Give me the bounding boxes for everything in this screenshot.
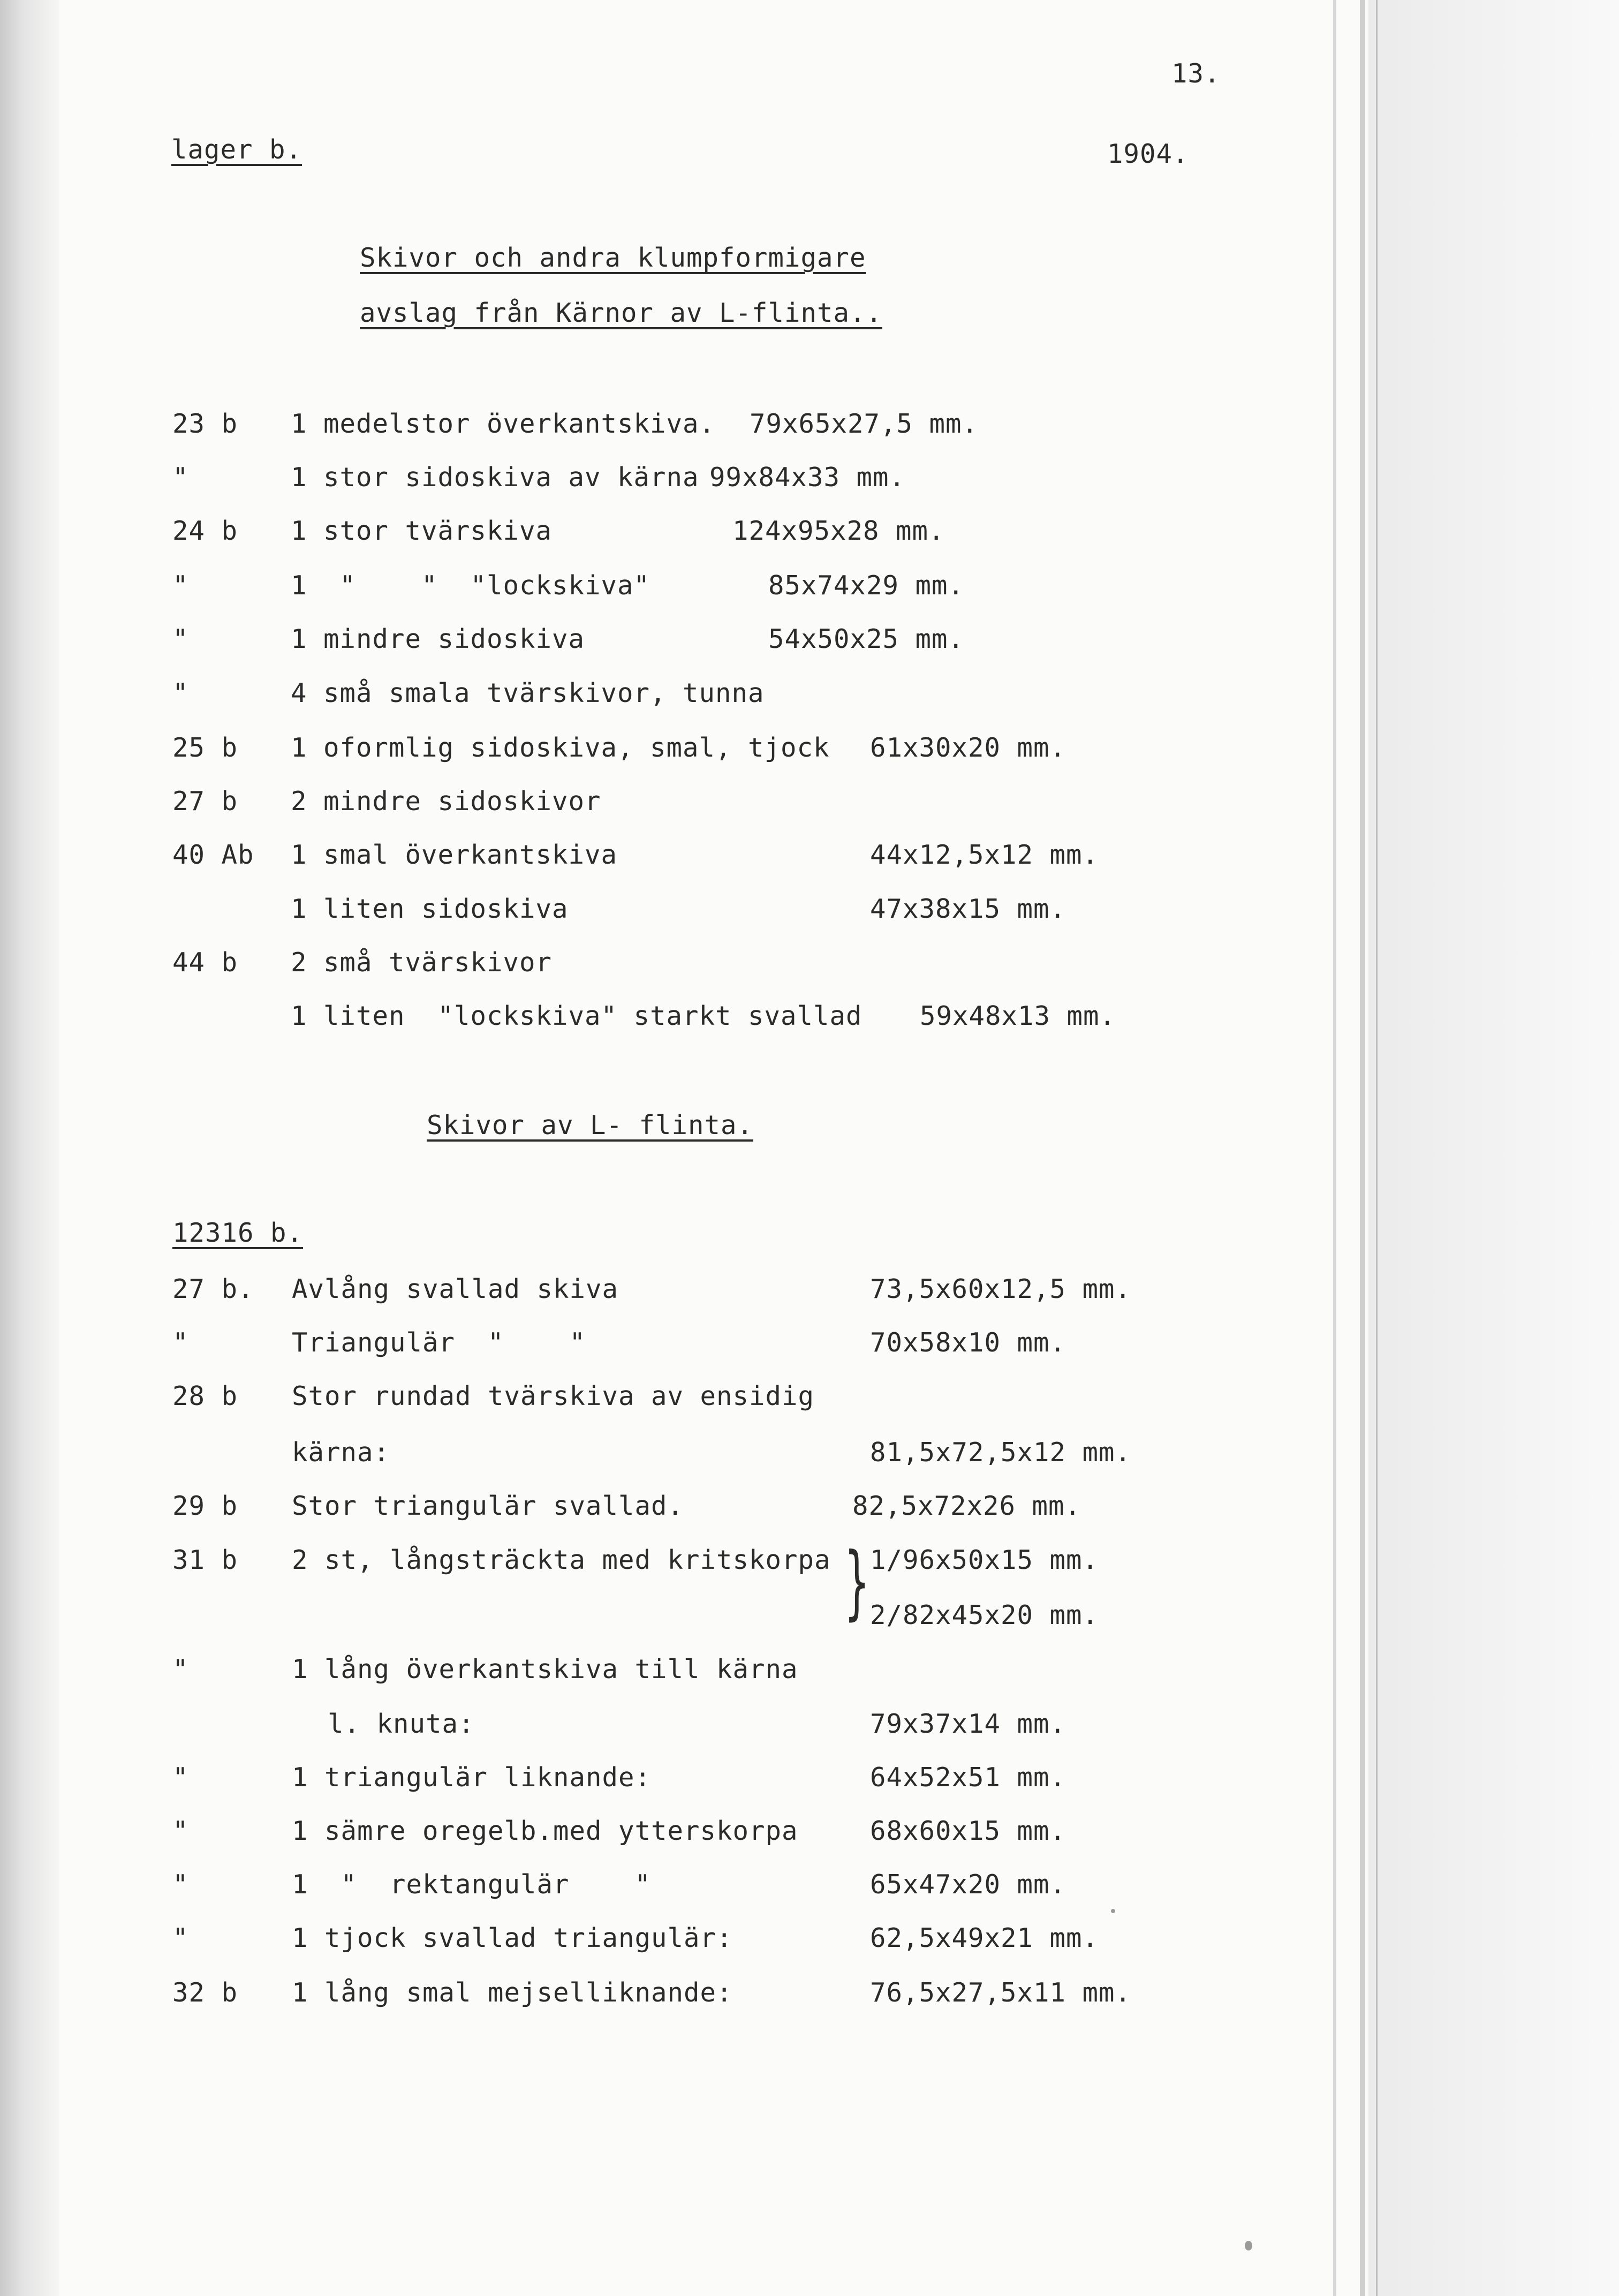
- row-desc: 2 st, långsträckta med kritskorpa: [292, 1545, 831, 1575]
- row-dims: 2/82x45x20 mm.: [870, 1600, 1099, 1630]
- row-dims: 81,5x72,5x12 mm.: [870, 1437, 1132, 1468]
- row-dims: 70x58x10 mm.: [870, 1327, 1066, 1358]
- scan-shadow-left: [0, 0, 59, 2296]
- paper-speck: [1245, 2241, 1252, 2250]
- row-desc: 1 medelstor överkantskiva.: [291, 409, 716, 439]
- row-id: ": [172, 462, 189, 493]
- row-dims: 99x84x33 mm.: [709, 462, 906, 493]
- row-id: ": [172, 1327, 189, 1358]
- section2-title: Skivor av L- flinta.: [427, 1110, 754, 1141]
- page-edge: [1368, 0, 1619, 2296]
- row-desc: 2 små tvärskivor: [291, 947, 553, 978]
- row-id: ": [172, 1762, 189, 1793]
- paper-speck: [1111, 1909, 1115, 1913]
- row-dims: 65x47x20 mm.: [870, 1869, 1066, 1900]
- page-number: 13.: [1171, 58, 1221, 89]
- row-desc: Triangulär " ": [292, 1327, 586, 1358]
- lager-label: lager b.: [171, 134, 302, 165]
- row-id: 44 b: [172, 947, 238, 978]
- row-desc: 1 lång överkantskiva till kärna: [292, 1654, 798, 1685]
- row-id: 28 b: [172, 1381, 238, 1411]
- row-dims: 124x95x28 mm.: [732, 516, 945, 546]
- row-desc: 1 liten sidoskiva: [291, 894, 569, 924]
- row-desc: 1 oformlig sidoskiva, smal, tjock: [291, 732, 830, 763]
- section1-title-line1: Skivor och andra klumpformigare: [360, 243, 866, 273]
- row-dims: 76,5x27,5x11 mm.: [870, 1977, 1132, 2008]
- row-id: ": [172, 1869, 189, 1900]
- row-desc: 4 små smala tvärskivor, tunna: [291, 678, 765, 708]
- row-desc: 1 lång smal mejselliknande:: [292, 1977, 733, 2008]
- row-id: 29 b: [172, 1491, 238, 1521]
- page-edge: [1360, 0, 1365, 2296]
- row-desc: 1 stor sidoskiva av kärna: [291, 462, 699, 493]
- row-dims: 79x37x14 mm.: [870, 1709, 1066, 1739]
- row-dims: 47x38x15 mm.: [870, 894, 1066, 924]
- row-desc: 1 liten "lockskiva" starkt svallad: [291, 1001, 863, 1031]
- row-desc: 1 stor tvärskiva: [291, 516, 553, 546]
- row-desc: Stor rundad tvärskiva av ensidig: [292, 1381, 815, 1411]
- row-id: 31 b: [172, 1545, 238, 1575]
- row-dims: 61x30x20 mm.: [870, 732, 1066, 763]
- row-id: 25 b: [172, 732, 238, 763]
- row-id: 27 b.: [172, 1274, 254, 1304]
- row-desc: Avlång svallad skiva: [292, 1274, 619, 1304]
- row-id: 23 b: [172, 409, 238, 439]
- row-dims: 73,5x60x12,5 mm.: [870, 1274, 1132, 1304]
- row-dims: 82,5x72x26 mm.: [852, 1491, 1081, 1521]
- row-desc: 1 triangulär liknande:: [292, 1762, 652, 1793]
- row-desc: 1 sämre oregelb.med ytterskorpa: [292, 1816, 798, 1846]
- year: 1904.: [1107, 139, 1189, 169]
- row-id: ": [172, 1654, 189, 1685]
- row-dims: 62,5x49x21 mm.: [870, 1923, 1099, 1953]
- row-desc: 2 mindre sidoskivor: [291, 786, 601, 817]
- section1-title-line2: avslag från Kärnor av L-flinta..: [360, 298, 883, 328]
- row-id: ": [172, 570, 189, 601]
- row-id: 32 b: [172, 1977, 238, 2008]
- row-id: ": [172, 1923, 189, 1953]
- row-id: 27 b: [172, 786, 238, 817]
- row-desc: 1 mindre sidoskiva: [291, 624, 585, 654]
- row-id: 24 b: [172, 516, 238, 546]
- row-id: ": [172, 678, 189, 708]
- row-dims: 68x60x15 mm.: [870, 1816, 1066, 1846]
- row-dims: 79x65x27,5 mm.: [750, 409, 979, 439]
- row-dims: 1/96x50x15 mm.: [870, 1545, 1099, 1575]
- page-edge: [1333, 0, 1336, 2296]
- row-desc: 1 tjock svallad triangulär:: [292, 1923, 733, 1953]
- row-dims: 44x12,5x12 mm.: [870, 840, 1099, 870]
- row-desc: l. knuta:: [328, 1709, 475, 1739]
- row-desc: 1 smal överkantskiva: [291, 840, 618, 870]
- row-dims: 54x50x25 mm.: [768, 624, 965, 654]
- row-desc: Stor triangulär svallad.: [292, 1491, 684, 1521]
- row-dims: 85x74x29 mm.: [768, 570, 965, 601]
- row-id: 40 Ab: [172, 840, 254, 870]
- row-desc: 1 " rektangulär ": [292, 1869, 652, 1900]
- row-dims: 59x48x13 mm.: [920, 1001, 1116, 1031]
- row-id: ": [172, 624, 189, 654]
- row-desc: 1 " " "lockskiva": [291, 570, 650, 601]
- row-id: ": [172, 1816, 189, 1846]
- row-desc: kärna:: [292, 1437, 390, 1468]
- page-edge: [1376, 0, 1378, 2296]
- catalog-number: 12316 b.: [172, 1218, 304, 1248]
- brace-icon: }: [845, 1536, 869, 1629]
- row-dims: 64x52x51 mm.: [870, 1762, 1066, 1793]
